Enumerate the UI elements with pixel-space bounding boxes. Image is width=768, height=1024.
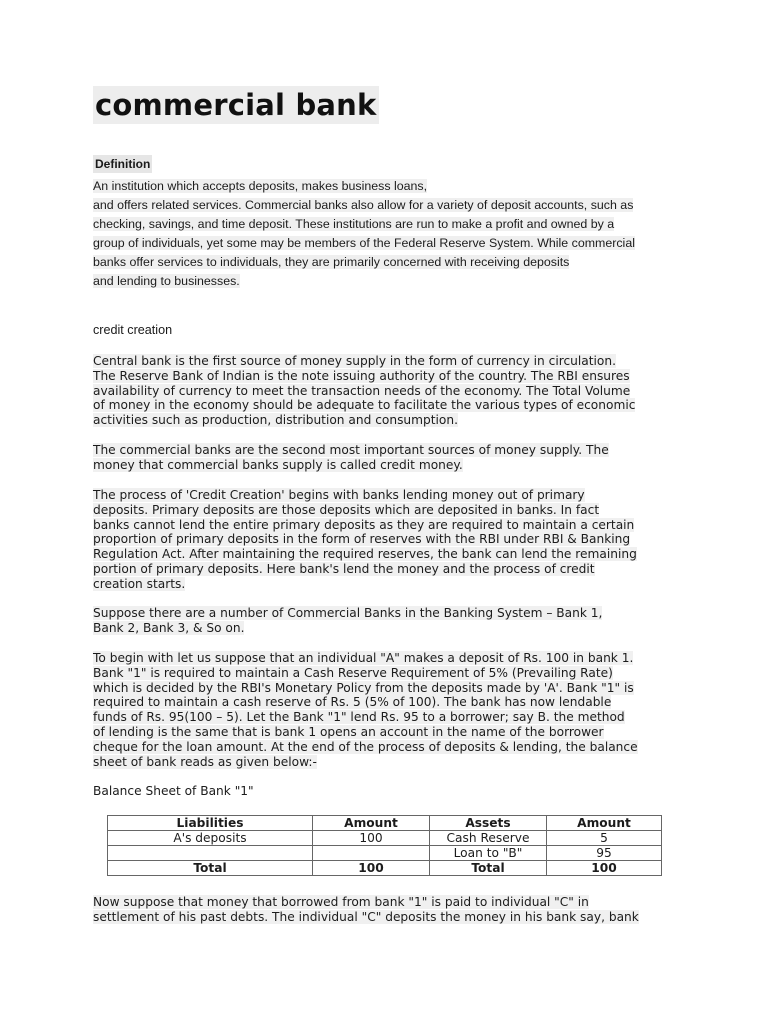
paragraph-line: banks cannot lend the entire primary deposits as they are required to maintain a certain	[93, 517, 635, 532]
paragraph-line: Regulation Act. After maintaining the required reserves, the bank can lend the remaining	[93, 547, 637, 562]
paragraph-closing	[93, 895, 683, 925]
page-title: commercial bank	[95, 88, 377, 122]
paragraph-currency	[93, 354, 683, 428]
paragraph-line: The commercial banks are the second most important sources of money supply. The	[93, 443, 609, 457]
definition-line: and offers related services. Commercial banks also allow for a variety of deposit accounts, such as	[93, 198, 634, 212]
column-header: Liabilities	[108, 816, 313, 831]
table-cell: 100	[313, 831, 430, 846]
paragraph-line: money that commercial banks supply is called credit money.	[93, 457, 463, 472]
paragraph-line: creation starts.	[93, 576, 186, 591]
paragraph-line: To begin with let us suppose that an individual "A" makes a deposit of Rs. 100 in bank 1.	[93, 651, 634, 665]
table-cell: Total	[108, 861, 313, 876]
table-header-row	[108, 816, 662, 831]
paragraph-line: availability of currency to meet the transaction needs of the economy. The Total Volume	[93, 383, 631, 398]
table-cell: 100	[547, 861, 662, 876]
definition-line: group of individuals, yet some may be members of the Federal Reserve System. While commercial	[93, 236, 635, 250]
paragraph-line: settlement of his past debts. The individual "C" deposits the money in his bank say, bank	[93, 909, 639, 924]
paragraph-credit-money	[93, 443, 683, 473]
table-cell	[313, 846, 430, 861]
table-row	[108, 831, 662, 846]
paragraph-line: deposits. Primary deposits are those deposits which are deposited in banks. In fact	[93, 502, 600, 517]
paragraph-line: Now suppose that money that borrowed from bank "1" is paid to individual "C" in	[93, 895, 589, 909]
paragraph-line: sheet of bank reads as given below:-	[93, 754, 317, 769]
table-cell	[108, 846, 313, 861]
definition-line: checking, savings, and time deposit. These institutions are run to make a profit and owned by a	[93, 217, 615, 231]
definition-label: Definition	[95, 157, 151, 171]
balance-sheet-table	[107, 815, 662, 876]
table-cell: Total	[430, 861, 547, 876]
paragraph-line: The process of 'Credit Creation' begins with banks lending money out of primary	[93, 488, 585, 502]
paragraph-line: which is decided by the RBI's Monetary Policy from the deposits made by 'A'. Bank "1" is	[93, 680, 634, 695]
table-cell: 100	[313, 861, 430, 876]
table-row	[108, 846, 662, 861]
definition-line: and lending to businesses.	[93, 274, 240, 288]
paragraph-line: Central bank is the first source of money supply in the form of currency in circulation.	[93, 354, 616, 368]
paragraph-line: proportion of primary deposits in the form of reserves with the RBI under RBI & Banking	[93, 532, 631, 547]
column-header: Assets	[430, 816, 547, 831]
table-cell: Loan to "B"	[430, 846, 547, 861]
column-header: Amount	[313, 816, 430, 831]
paragraph-line: Bank "1" is required to maintain a Cash Reserve Requirement of 5% (Prevailing Rate)	[93, 665, 613, 680]
paragraph-banking-system	[93, 606, 683, 636]
paragraph-deposit-example	[93, 651, 683, 769]
paragraph-credit-creation	[93, 488, 683, 592]
definition-line: banks offer services to individuals, they are primarily concerned with receiving deposits	[93, 255, 570, 269]
paragraph-line: activities such as production, distribution and consumption.	[93, 413, 458, 428]
paragraph-line: The Reserve Bank of Indian is the note issuing authority of the country. The RBI ensures	[93, 368, 630, 383]
paragraph-line: cheque for the loan amount. At the end of the process of deposits & lending, the balance	[93, 739, 638, 754]
paragraph-line: Bank 2, Bank 3, & So on.	[93, 620, 245, 635]
table-cell: A's deposits	[108, 831, 313, 846]
balance-sheet-caption: Balance Sheet of Bank "1"	[93, 784, 254, 798]
column-header: Amount	[547, 816, 662, 831]
table-cell: 95	[547, 846, 662, 861]
paragraph-line: portion of primary deposits. Here bank's lend the money and the process of credit	[93, 561, 595, 576]
paragraph-line: of money in the economy should be adequate to facilitate the various types of economic	[93, 398, 636, 413]
definition-line: An institution which accepts deposits, makes business loans,	[93, 179, 428, 193]
table-total-row	[108, 861, 662, 876]
table-cell: 5	[547, 831, 662, 846]
paragraph-line: Suppose there are a number of Commercial Banks in the Banking System – Bank 1,	[93, 606, 603, 620]
paragraph-line: funds of Rs. 95(100 – 5). Let the Bank "1" lend Rs. 95 to a borrower; say B. the method	[93, 710, 625, 725]
table-cell: Cash Reserve	[430, 831, 547, 846]
paragraph-line: of lending is the same that is bank 1 opens an account in the name of the borrower	[93, 724, 604, 739]
section-heading: credit creation	[93, 323, 173, 337]
paragraph-line: required to maintain a cash reserve of Rs. 5 (5% of 100). The bank has now lendable	[93, 695, 612, 710]
